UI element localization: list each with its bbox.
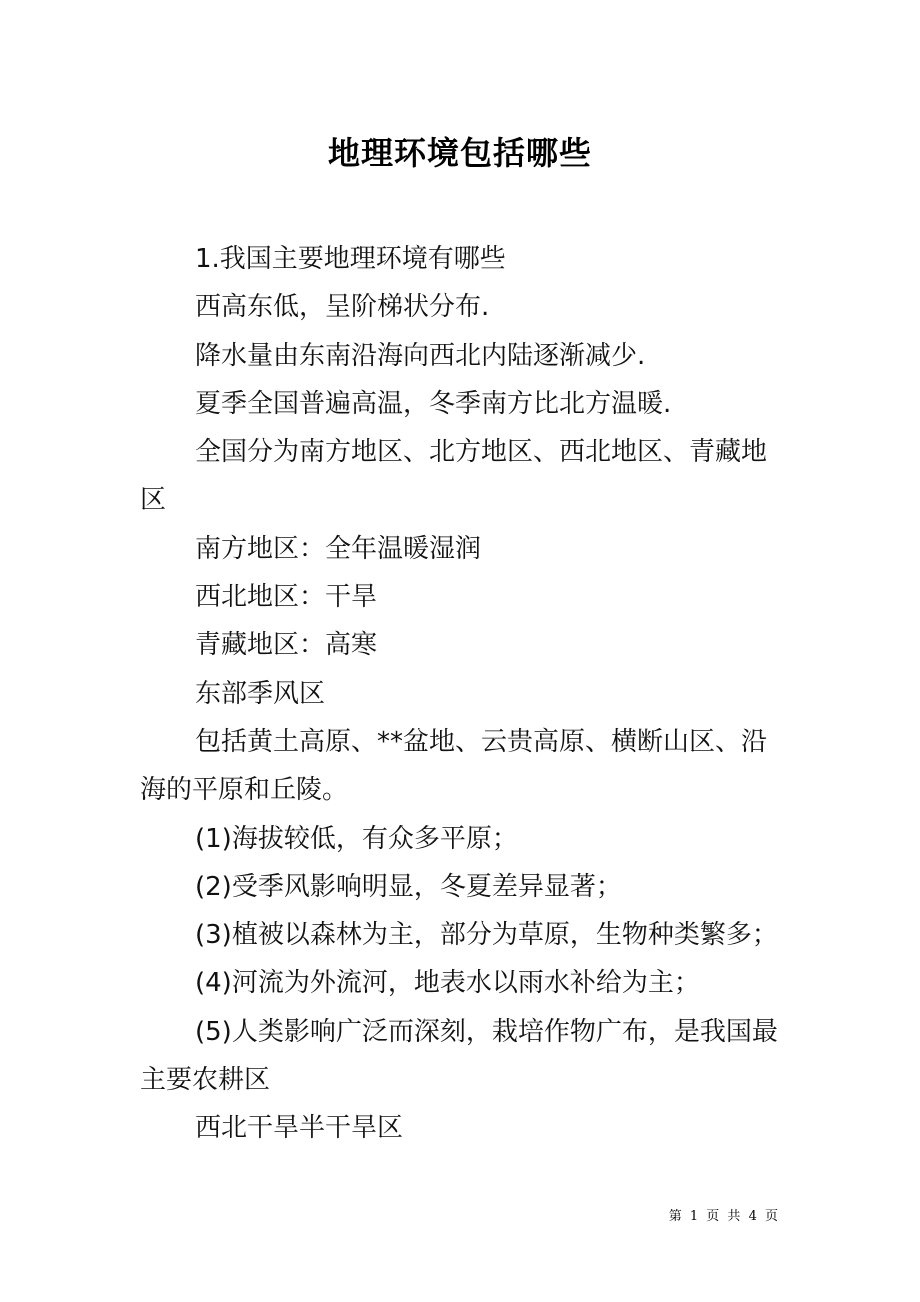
paragraph: 1.我国主要地理环境有哪些 [195, 244, 506, 274]
paragraph: 东部季风区 [195, 678, 326, 709]
document-title: 地理环境包括哪些 [327, 134, 592, 172]
paragraph: 包括黄土高原、**盆地、云贵高原、横断山区、沿海的平原和丘陵。 [140, 726, 768, 806]
footer-middle: 页 共 [706, 1209, 743, 1224]
paragraph: (3)植被以森林为主，部分为草原，生物种类繁多； [195, 920, 778, 951]
footer-suffix: 页 [764, 1209, 780, 1224]
paragraph: (4)河流为外流河，地表水以雨水补给为主； [195, 968, 700, 999]
paragraph: (5)人类影响广泛而深刻，栽培作物广布，是我国最主要农耕区 [140, 1016, 778, 1096]
paragraph: (2)受季风影响明显，冬夏差异显著； [195, 871, 622, 902]
paragraph: 南方地区：全年温暖湿润 [195, 533, 482, 564]
footer-prefix: 第 [668, 1209, 684, 1224]
paragraph: 降水量由东南沿海向西北内陆逐渐减少. [195, 340, 646, 371]
paragraph: 西高东低，呈阶梯状分布. [195, 292, 490, 323]
paragraph: 西北地区：干旱 [195, 582, 378, 613]
footer-current-page: 1 [689, 1209, 701, 1224]
document-body [140, 235, 785, 1153]
paragraph: 夏季全国普遍高温，冬季南方比北方温暖. [195, 388, 672, 419]
footer-total-pages: 4 [748, 1209, 759, 1224]
paragraph: (1)海拔较低，有众多平原； [195, 823, 518, 854]
paragraph: 青藏地区：高寒 [195, 630, 378, 661]
paragraph: 全国分为南方地区、北方地区、西北地区、青藏地区 [140, 437, 768, 516]
page-footer [669, 1207, 780, 1227]
paragraph: 西北干旱半干旱区 [195, 1113, 404, 1144]
